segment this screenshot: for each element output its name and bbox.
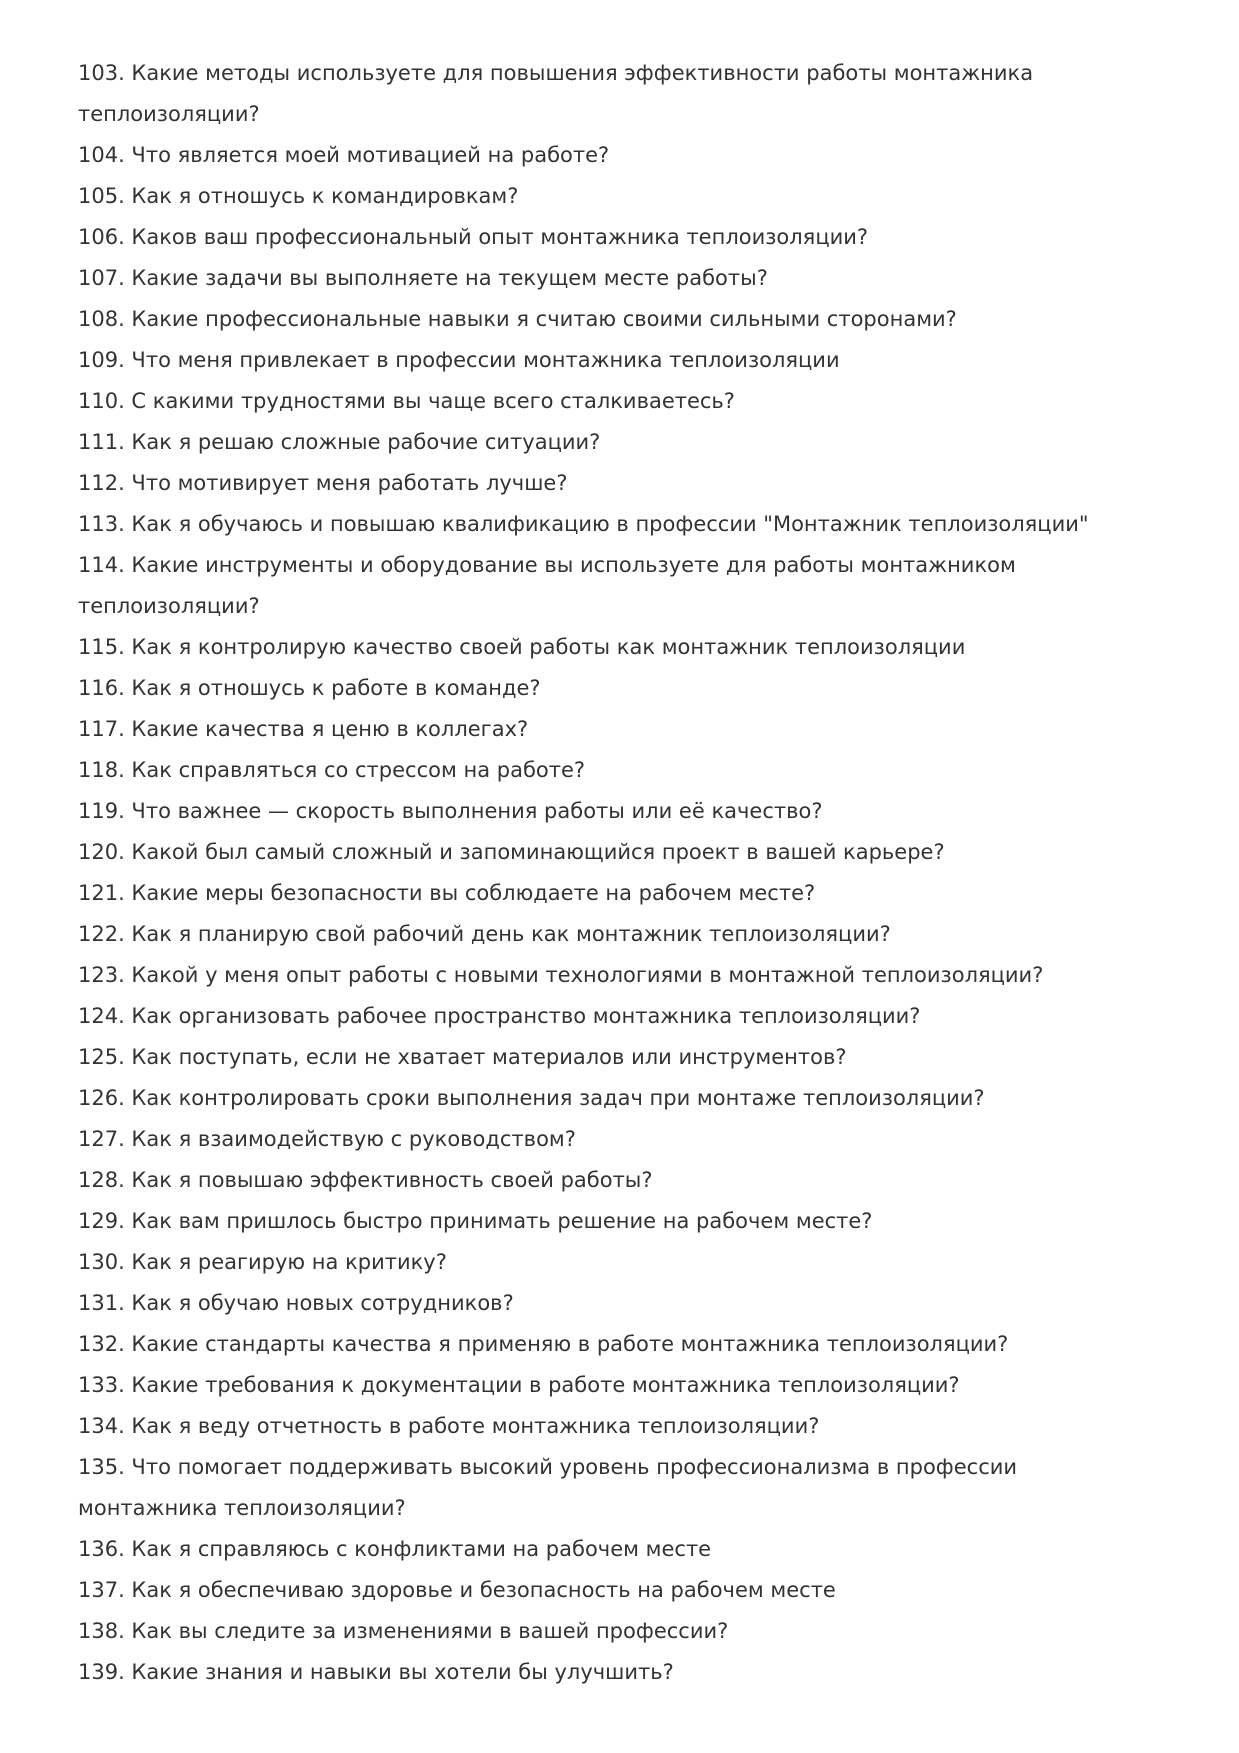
question-item: 125. Как поступать, если не хватает материалов или инструментов?	[78, 1045, 847, 1069]
question-item: 130. Как я реагирую на критику?	[78, 1250, 447, 1274]
question-item: 135. Что помогает поддерживать высокий уровень профессионализма в профессии монтажника теплоизоляции?	[78, 1455, 1018, 1520]
question-item: 123. Какой у меня опыт работы с новыми технологиями в монтажной теплоизоляции?	[78, 963, 1044, 987]
question-item: 113. Как я обучаюсь и повышаю квалификацию в профессии "Монтажник теплоизоляции"	[78, 512, 1089, 536]
question-item: 108. Какие профессиональные навыки я считаю своими сильными сторонами?	[78, 307, 957, 331]
question-item: 124. Как организовать рабочее пространство монтажника теплоизоляции?	[78, 1004, 921, 1028]
question-item: 115. Как я контролирую качество своей работы как монтажник теплоизоляции	[78, 635, 966, 659]
question-item: 137. Как я обеспечиваю здоровье и безопасность на рабочем месте	[78, 1578, 836, 1602]
question-item: 133. Какие требования к документации в работе монтажника теплоизоляции?	[78, 1373, 960, 1397]
question-item: 109. Что меня привлекает в профессии монтажника теплоизоляции	[78, 348, 840, 372]
question-item: 131. Как я обучаю новых сотрудников?	[78, 1291, 514, 1315]
question-item: 104. Что является моей мотивацией на работе?	[78, 143, 610, 167]
question-item: 117. Какие качества я ценю в коллегах?	[78, 717, 529, 741]
question-item: 110. С какими трудностями вы чаще всего сталкиваетесь?	[78, 389, 735, 413]
question-item: 103. Какие методы используете для повышения эффективности работы монтажника теплоизоляции?	[78, 61, 1034, 126]
question-item: 128. Как я повышаю эффективность своей работы?	[78, 1168, 653, 1192]
question-item: 129. Как вам пришлось быстро принимать решение на рабочем месте?	[78, 1209, 873, 1233]
question-item: 120. Какой был самый сложный и запоминающийся проект в вашей карьере?	[78, 840, 945, 864]
question-item: 136. Как я справляюсь с конфликтами на рабочем месте	[78, 1537, 712, 1561]
question-item: 106. Каков ваш профессиональный опыт монтажника теплоизоляции?	[78, 225, 869, 249]
question-item: 134. Как я веду отчетность в работе монтажника теплоизоляции?	[78, 1414, 820, 1438]
question-item: 122. Как я планирую свой рабочий день как монтажник теплоизоляции?	[78, 922, 891, 946]
question-item: 118. Как справляться со стрессом на работе?	[78, 758, 586, 782]
question-item: 132. Какие стандарты качества я применяю в работе монтажника теплоизоляции?	[78, 1332, 1009, 1356]
question-list	[78, 53, 1138, 1693]
question-item: 112. Что мотивирует меня работать лучше?	[78, 471, 568, 495]
question-item: 126. Как контролировать сроки выполнения задач при монтаже теплоизоляции?	[78, 1086, 985, 1110]
question-item: 119. Что важнее — скорость выполнения работы или её качество?	[78, 799, 823, 823]
question-item: 105. Как я отношусь к командировкам?	[78, 184, 519, 208]
question-item: 107. Какие задачи вы выполняете на текущем месте работы?	[78, 266, 768, 290]
question-item: 121. Какие меры безопасности вы соблюдаете на рабочем месте?	[78, 881, 816, 905]
question-item: 127. Как я взаимодействую с руководством?	[78, 1127, 576, 1151]
question-item: 111. Как я решаю сложные рабочие ситуации?	[78, 430, 601, 454]
question-item: 138. Как вы следите за изменениями в вашей профессии?	[78, 1619, 729, 1643]
question-item: 116. Как я отношусь к работе в команде?	[78, 676, 541, 700]
question-item: 139. Какие знания и навыки вы хотели бы улучшить?	[78, 1660, 674, 1684]
question-item: 114. Какие инструменты и оборудование вы используете для работы монтажником теплоизоляции?	[78, 553, 1016, 618]
